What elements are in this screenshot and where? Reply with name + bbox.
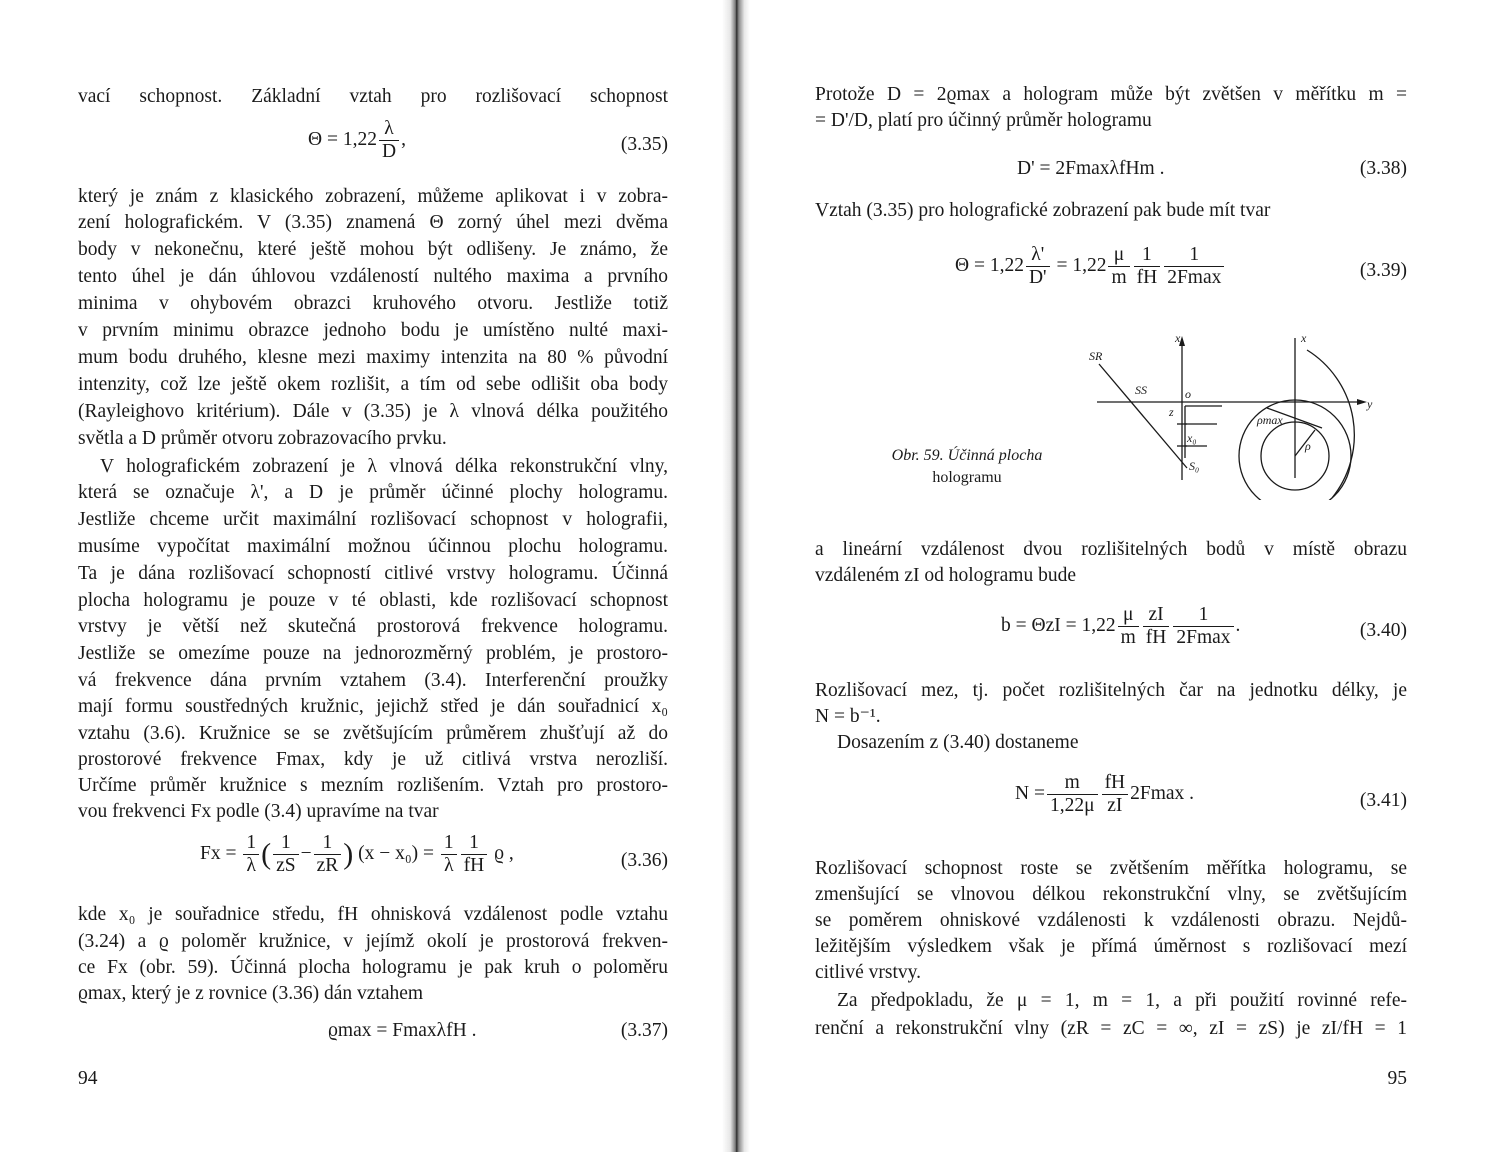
label-rho-max: ρmax <box>1257 413 1283 427</box>
text-line: Jestliže chceme určit maximální rozlišovací schopnost v holografii, <box>78 509 668 530</box>
text-line: body v nekonečnu, které ještě mohou být odlišeny. Je známo, že <box>78 239 668 260</box>
label-x-left: x <box>1175 331 1181 345</box>
text-line: vací schopnost. Základní vztah pro rozlišovací schopnost <box>78 86 668 107</box>
text-line: (3.24) a ϱ poloměr kružnice, v jejímž okolí je prostorová frekven- <box>78 931 668 952</box>
left-page <box>78 0 668 1152</box>
equation-number: (3.39) <box>1359 260 1407 281</box>
text-line: světla a D průměr otvoru zobrazovacího prvku. <box>78 428 447 449</box>
label-sr: SR <box>1089 349 1103 363</box>
text-line: v prvním minimu obrazce jednoho bodu je umístěno nulté maxi- <box>78 320 668 341</box>
text-line: ce Fx (obr. 59). Účinná plocha hologramu je pak kruh o poloměru <box>78 957 668 978</box>
text-line: plocha hologramu je pouze v té oblasti, kde rozlišovací schopnost <box>78 590 668 611</box>
text-line: musíme vypočítat maximální možnou účinnou plochu hologramu. <box>78 536 668 557</box>
equation-3-40: b = ΘzI = 1,22 $\frac{\mu}{m}$ $\frac{zI}{fH}$ $\frac{1}{2Fmax}$ . <box>1001 604 1241 648</box>
equation-3-35: Θ = 1,22 $\frac{\lambda}{D}$ , <box>308 118 406 162</box>
text-line: Jestliže se omezíme pouze na jednorozměrný problém, je prostoro- <box>78 643 668 664</box>
text-line: renční a rekonstrukční vlny (zR = zC = ∞, zI = zS) je zI/fH = 1 <box>815 1018 1407 1039</box>
text-line: Dosazením z (3.40) dostaneme <box>837 732 1079 753</box>
equation-3-36: Fx = $\frac{1}{\lambda}$ ( $\frac{1}{zS}$ − $\frac{1}{zR}$ ) (x − x₀) = $\frac{1}{\lambda}$ $\frac{1}{fH}$ ϱ , <box>200 832 514 876</box>
text-line: Vztah (3.35) pro holografické zobrazení pak bude mít tvar <box>815 200 1271 221</box>
equation-number: (3.35) <box>620 134 668 155</box>
book-spine <box>722 0 750 1152</box>
equation-number: (3.37) <box>620 1020 668 1041</box>
label-rho: ρ <box>1305 439 1311 453</box>
text-line: zení holografickém. V (3.35) znamená Θ zorný úhel mezi dvěma <box>78 212 668 233</box>
text-line: = D'/D, platí pro účinný průměr hologramu <box>815 110 1152 131</box>
equation-number: (3.40) <box>1359 620 1407 641</box>
equation-3-41: N = $\frac{m}{1,22\mu}$ $\frac{fH}{zI}$ 2Fmax . <box>1015 772 1195 816</box>
text-line: vrstvy je větší než skutečná prostorová frekvence hologramu. <box>78 616 668 637</box>
text-line: kde x₀ je souřadnice středu, fH ohnisková vzdálenost podle vztahu <box>78 904 668 925</box>
label-z: z <box>1169 405 1174 419</box>
text-line: se poměrem ohniskové vzdálenosti k vzdálenosti obrazu. Nejdů- <box>815 910 1407 931</box>
text-line: Určíme průměr kružnice s mezním rozlišením. Vztah pro prostoro- <box>78 775 668 796</box>
right-page <box>815 0 1407 1152</box>
text-line: mají formu soustředných kružnic, jejichž střed je dán souřadnicí x₀ <box>78 696 668 717</box>
text-line: ležitějším výsledkem však je přímá úměrnost s rozlišovací mezí <box>815 936 1407 957</box>
text-line: V holografickém zobrazení je λ vlnová délka rekonstrukční vlny, <box>100 456 668 477</box>
text-line: vzdáleném zI od hologramu bude <box>815 565 1076 586</box>
equation-3-37: ϱmax = FmaxλfH . <box>328 1020 477 1041</box>
text-line: (Rayleighovo kritérium). Dále v (3.35) je λ vlnová délka použitého <box>78 401 668 422</box>
text-line: vztahu (3.6). Kružnice se se zvětšujícím průměrem zhušťují až do <box>78 723 668 744</box>
text-line: tento úhel je dán úhlovou vzdáleností nultého maxima a prvního <box>78 266 668 287</box>
label-ss: SS <box>1135 383 1147 397</box>
label-x0: x₀ <box>1187 431 1197 445</box>
label-o: o <box>1185 387 1191 401</box>
label-y: y <box>1367 397 1373 411</box>
text-line: která se označuje λ', a D je průměr účinné plochy hologramu. <box>78 482 668 503</box>
text-line: a lineární vzdálenost dvou rozlišitelných bodů v místě obrazu <box>815 539 1407 560</box>
label-sc: S₀ <box>1189 459 1200 473</box>
equation-number: (3.38) <box>1359 158 1407 179</box>
text-line: Rozlišovací mez, tj. počet rozlišitelných čar na jednotku délky, je <box>815 680 1407 701</box>
text-line: Za předpokladu, že μ = 1, m = 1, a při použití rovinné refe- <box>837 990 1407 1011</box>
text-line: citlivé vrstvy. <box>815 962 921 983</box>
label-x-right: x <box>1301 331 1307 345</box>
equation-3-38: D' = 2FmaxλfHm . <box>1017 158 1165 179</box>
text-line: minima v ohybovém obrazci kruhového otvoru. Jestliže totiž <box>78 293 668 314</box>
text-line: mum bodu druhého, klesne mezi maximy intenzita na 80 % původní <box>78 347 668 368</box>
text-line: N = b⁻¹. <box>815 706 881 727</box>
text-line: Protože D = 2ϱmax a hologram může být zvětšen v měřítku m = <box>815 84 1407 105</box>
figure-caption: Obr. 59. Účinná plocha hologramu <box>891 447 1043 486</box>
text-line: vou frekvenci Fx podle (3.4) upravíme na tvar <box>78 801 439 822</box>
text-line: prostorové frekvence Fmax, kdy je už citlivá vrstva nerozliší. <box>78 749 668 770</box>
text-line: vá frekvence dána prvním vztahem (3.4). Interferenční proužky <box>78 670 668 691</box>
page-number: 94 <box>78 1068 98 1089</box>
text-line: zmenšující se vlnovou délkou rekonstrukční vlny, se zvětšujícím <box>815 884 1407 905</box>
page-number: 95 <box>1387 1068 1407 1089</box>
equation-number: (3.41) <box>1359 790 1407 811</box>
text-line: intenzity, což lze ještě okem rozlišit, a tím od sebe odlišit oba body <box>78 374 668 395</box>
equation-number: (3.36) <box>620 850 668 871</box>
text-line: Rozlišovací schopnost roste se zvětšením měřítka hologramu, se <box>815 858 1407 879</box>
text-line: ϱmax, který je z rovnice (3.36) dán vztahem <box>78 983 424 1004</box>
figure-hologram-diagram <box>1077 328 1377 500</box>
text-line: který je znám z klasického zobrazení, můžeme aplikovat i v zobra- <box>78 186 668 207</box>
equation-3-39: Θ = 1,22 $\frac{\lambda'}{D'}$ = 1,22 $\frac{\mu}{m}$ $\frac{1}{fH}$ $\frac{1}{2Fmax}$ <box>955 244 1226 289</box>
text-line: Ta je dána rozlišovací schopností citlivé vrstvy hologramu. Účinná <box>78 563 668 584</box>
